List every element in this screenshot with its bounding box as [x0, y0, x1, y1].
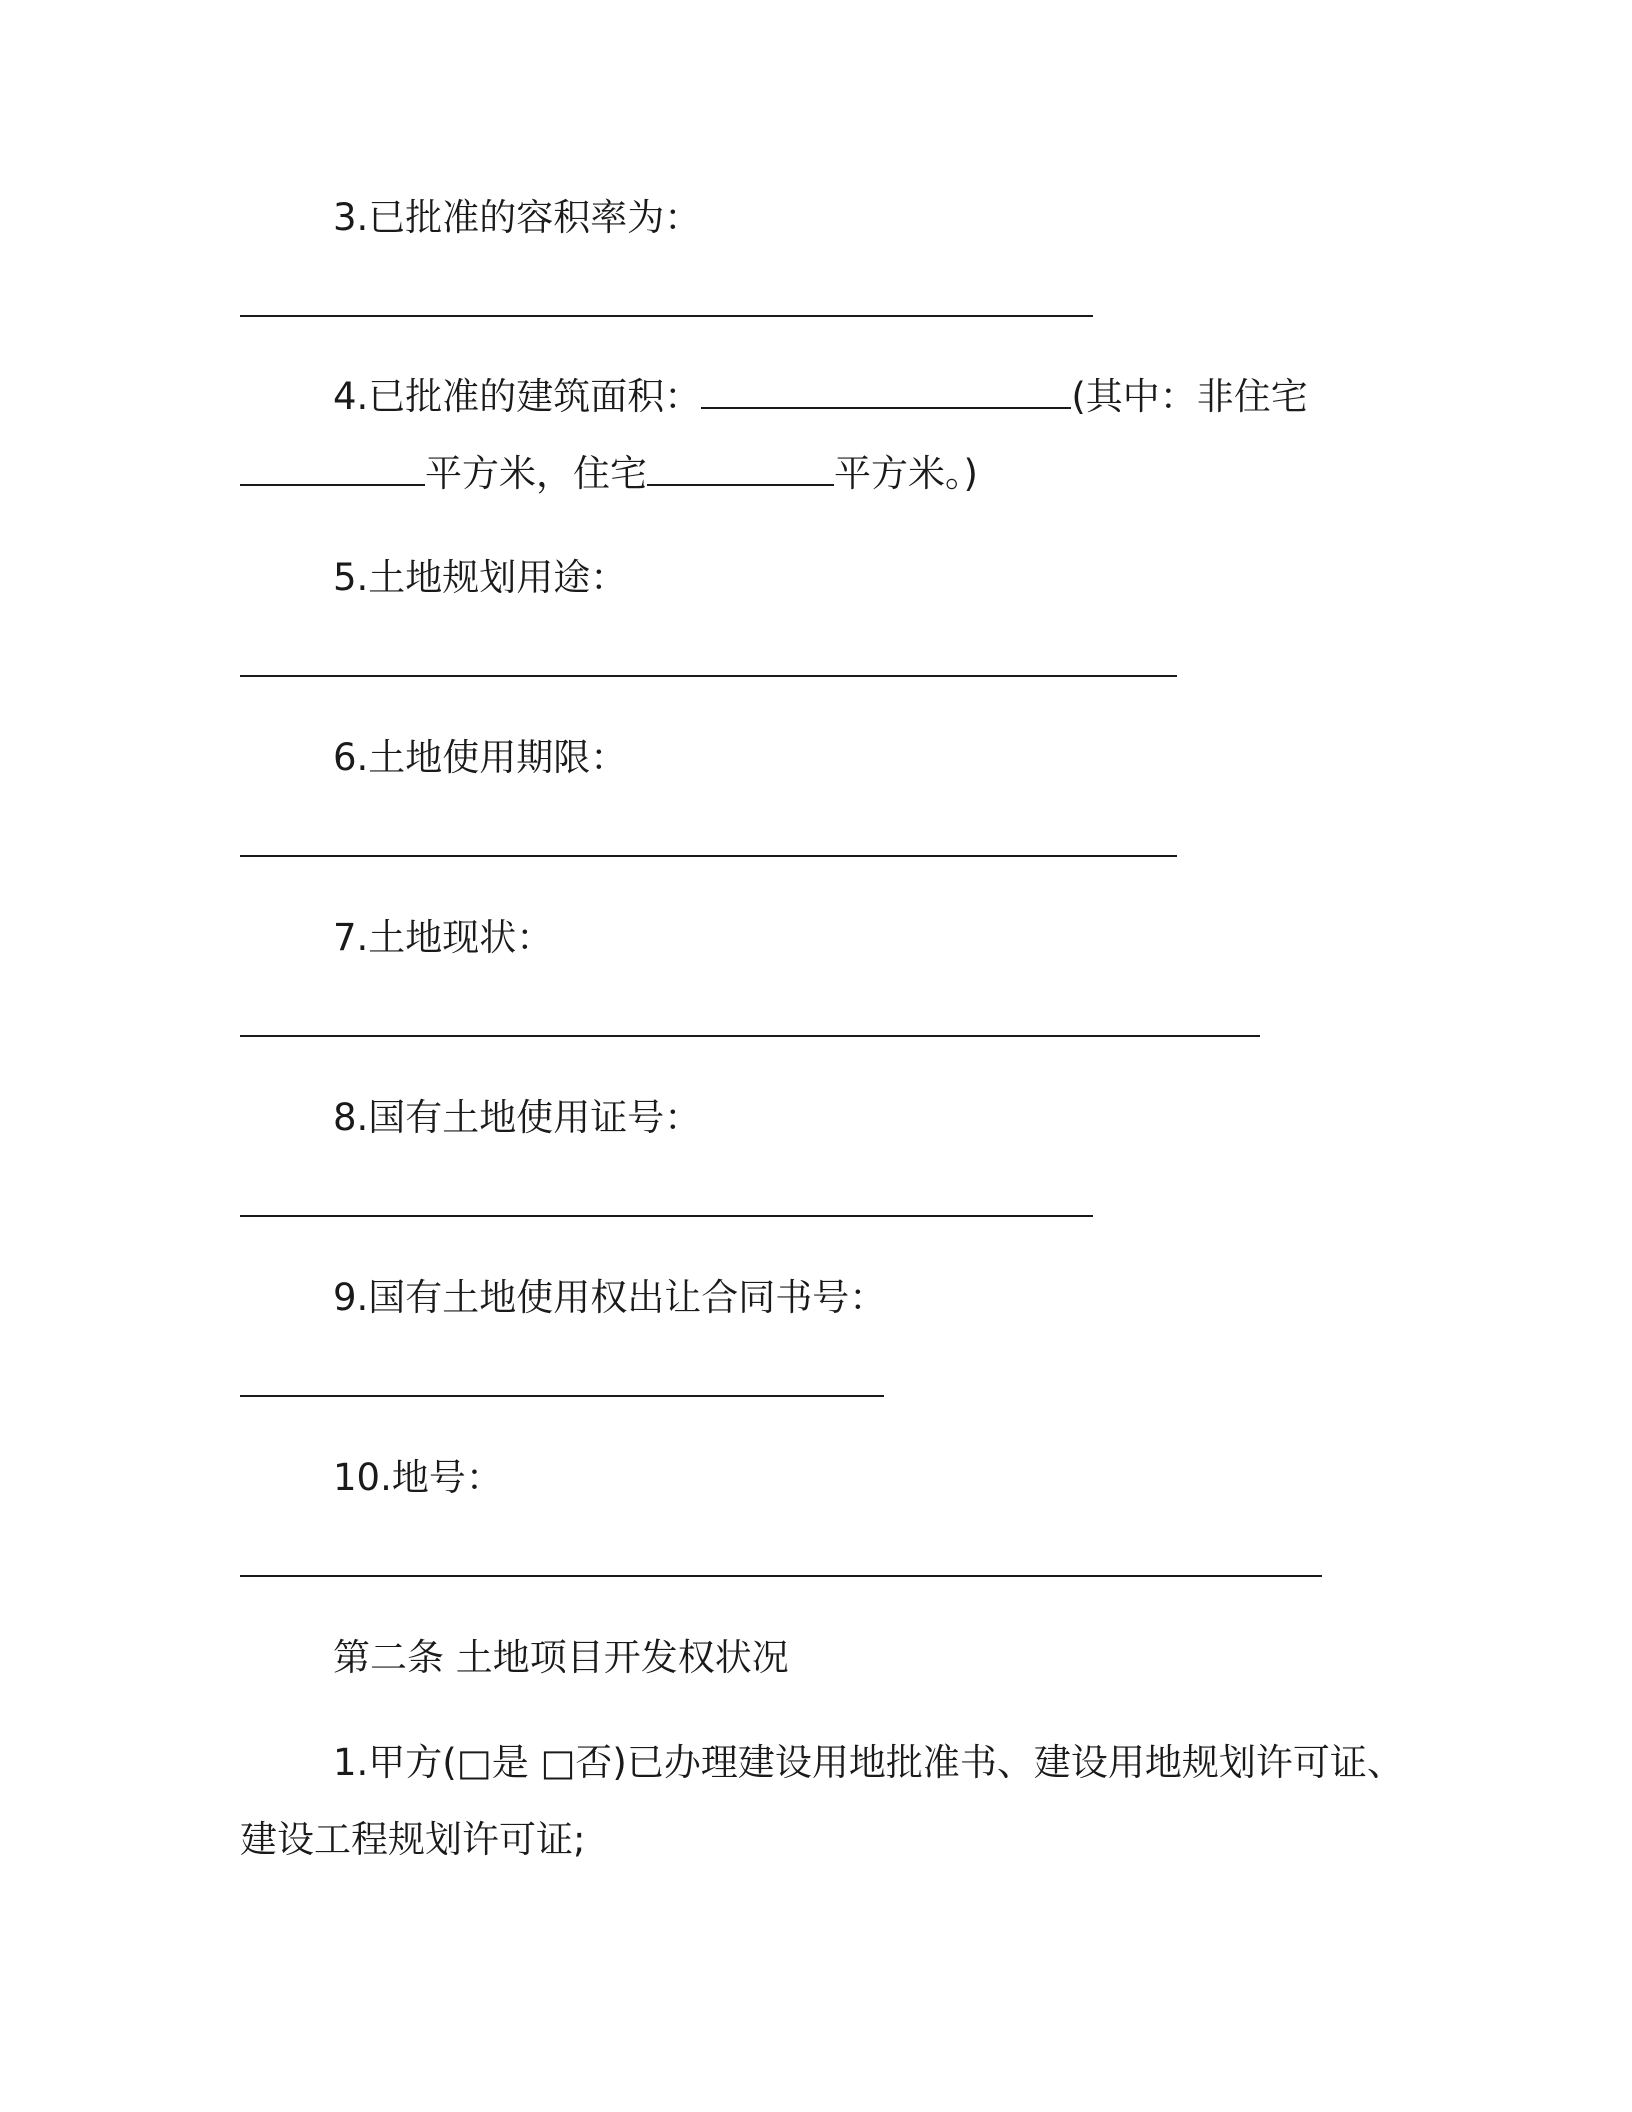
residential-area-blank[interactable] — [647, 454, 834, 486]
item-4-unit-2: 平方米。) — [834, 452, 978, 495]
item-4-paren-open: (其中：非住宅 — [1071, 375, 1308, 418]
item-10-label: 10.地号： — [333, 1456, 503, 1499]
item-4-unit-1: 平方米，住宅 — [425, 452, 647, 495]
item-7-blank[interactable] — [240, 1035, 1260, 1037]
item-4-line-2 — [240, 452, 978, 496]
item-8-blank[interactable] — [240, 1215, 1093, 1217]
building-area-blank[interactable] — [701, 377, 1071, 409]
item-3-label: 3.已批准的容积率为： — [333, 196, 702, 239]
item-5-label: 5.土地规划用途： — [333, 556, 628, 599]
non-residential-area-blank[interactable] — [240, 454, 425, 486]
article-2-clause-1-line-1: 1.甲方(□是 □否)已办理建设用地批准书、建设用地规划许可证、 — [333, 1741, 1404, 1784]
item-6-label: 6.土地使用期限： — [333, 736, 628, 779]
item-8-label: 8.国有土地使用证号： — [333, 1096, 702, 1139]
item-9-label: 9.国有土地使用权出让合同书号： — [333, 1276, 887, 1319]
item-3-blank[interactable] — [240, 315, 1093, 317]
item-4-line-1 — [333, 375, 1308, 419]
item-9-blank[interactable] — [240, 1395, 884, 1397]
item-6-blank[interactable] — [240, 855, 1177, 857]
item-5-blank[interactable] — [240, 675, 1177, 677]
article-2-title: 第二条 土地项目开发权状况 — [333, 1636, 789, 1679]
article-2-clause-1-line-2: 建设工程规划许可证; — [240, 1818, 586, 1861]
item-10-blank[interactable] — [240, 1575, 1322, 1577]
item-7-label: 7.土地现状： — [333, 916, 554, 959]
item-4-label: 4.已批准的建筑面积： — [333, 375, 702, 418]
